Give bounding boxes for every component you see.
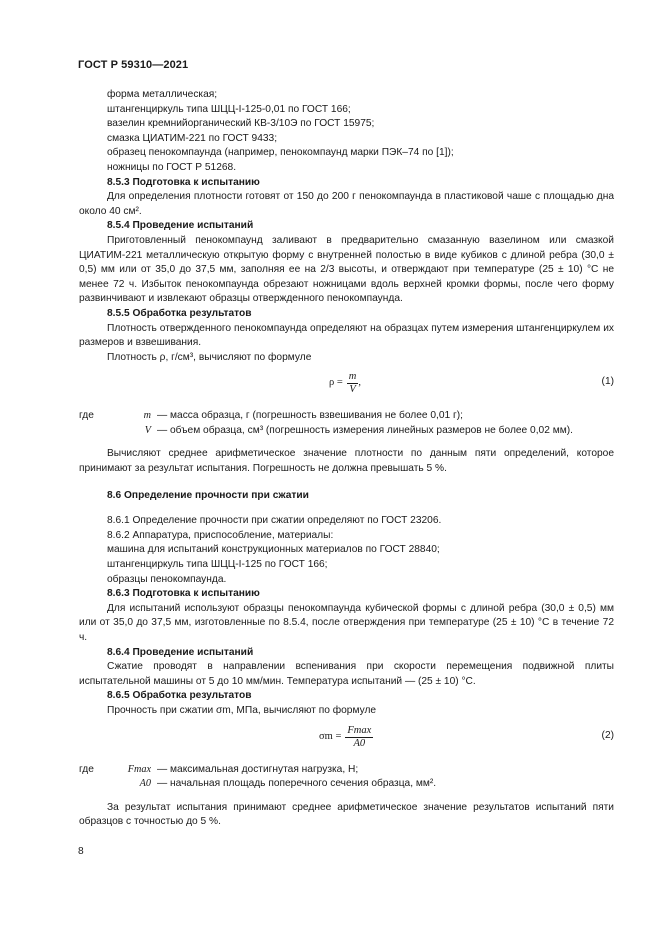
definition-symbol: Fmax (127, 763, 151, 775)
list-item: форма металлическая; (107, 89, 218, 100)
formula-1 (79, 369, 614, 403)
definition-text: — максимальная достигнутая нагрузка, Н; (157, 763, 359, 775)
paragraph: За результат испытания принимают среднее арифметическое значение результатов испытаний пяти образцов с точностью до 5 %. (79, 801, 614, 828)
list-item: 8.6.2 Аппаратура, приспособление, материалы: (107, 529, 334, 541)
definition-symbol: A0 (139, 778, 151, 790)
formula-denominator: A0 (353, 737, 366, 749)
list-item: вазелин кремнийорганический КВ-3/10Э по ГОСТ 15975; (107, 118, 375, 130)
section-heading-865: 8.6.5 Обработка результатов (107, 690, 252, 702)
section-heading-853: 8.5.3 Подготовка к испытанию (107, 176, 260, 188)
paragraph: Вычисляют среднее арифметическое значение плотности по данным пяти определений, которое принимают за результат испытания. Погрешность не должна превышать 5 %. (79, 448, 614, 475)
where-label: где (79, 763, 94, 775)
paragraph: Плотность ρ, г/см³, вычисляют по формуле (107, 351, 312, 363)
formula-denominator: V (349, 384, 356, 396)
formula-fraction (345, 725, 373, 750)
list-item: 8.6.1 Определение прочности при сжатии определяют по ГОСТ 23206. (107, 515, 442, 527)
formula-tail: , (358, 377, 362, 389)
definition-row (79, 777, 614, 792)
list-item: штангенциркуль типа ШЦЦ-I-125 по ГОСТ 166; (107, 559, 328, 571)
paragraph: Для определения плотности готовят от 150 до 200 г пенокомпаунда в пластиковой чаше с площадью дна около 40 см². (79, 191, 614, 217)
where-label (79, 424, 121, 439)
section-heading-864: 8.6.4 Проведение испытаний (107, 646, 254, 658)
section-heading-86: 8.6 Определение прочности при сжатии (107, 489, 309, 501)
definition-row (79, 763, 614, 778)
section-heading-863: 8.6.3 Подготовка к испытанию (107, 588, 260, 600)
definition-row (79, 424, 614, 439)
definition-text: — масса образца, г (погрешность взвешивания не более 0,01 г); (157, 410, 463, 422)
formula-lhs: ρ = (329, 377, 343, 389)
definition-text: — начальная площадь поперечного сечения образца, мм². (157, 778, 437, 790)
list-item: машина для испытаний конструкционных материалов по ГОСТ 28840; (107, 544, 440, 556)
list-item: образцы пенокомпаунда. (107, 573, 227, 585)
definition-row (79, 409, 614, 424)
paragraph: Для испытаний используют образцы пенокомпаунда кубической формы с длиной ребра (30,0 ± 0,5) мм или от 35,0 до 37,5 мм, изготовленные по 8.5.4, после отверждения при температуре (25 ± 10) °С в течение 72 ч. (79, 602, 614, 643)
formula-fraction (347, 371, 362, 396)
document-body (79, 88, 614, 830)
formula-numerator: Fmax (347, 724, 372, 736)
paragraph: Плотность отвержденного пенокомпаунда определяют на образцах путем измерения штангенциркулем их размеров и взвешивания. (79, 322, 614, 349)
list-item: ножницы по ГОСТ Р 51268. (107, 161, 237, 173)
formula-number: (1) (601, 376, 614, 388)
definition-text: — объем образца, см³ (погрешность измерения линейных размеров не более 0,02 мм). (157, 424, 573, 436)
paragraph: Прочность при сжатии σm, МПа, вычисляют по формуле (107, 704, 377, 716)
formula-numerator: m (348, 371, 357, 383)
formula-lhs: σm = (319, 730, 342, 742)
paragraph: Приготовленный пенокомпаунд заливают в предварительно смазанную вазелином или смазкой ЦИАТИМ-221 металлическую открытую форму с внутренней полостью в виде кубиков с длиной ребра (30,0 ± 0,5) мм или от 35,0 до 37,5 мм, заполняя ее на 2/3 высоты, и отверждают при температуре (25 ± 10) °С не менее 72 ч. Избыток пенокомпаунда обрезают ножницами вдоль верхней кромки формы, после чего форму развинчивают и извлекают образцы отвержденного пенокомпаунда. (79, 234, 614, 305)
list-item: смазка ЦИАТИМ-221 по ГОСТ 9433; (107, 132, 278, 144)
list-item: образец пенокомпаунда (например, пенокомпаунд марки ПЭК–74 по [1]); (107, 147, 454, 159)
page-number: 8 (78, 846, 84, 857)
section-heading-854: 8.5.4 Проведение испытаний (107, 220, 254, 232)
where-label: где (79, 410, 94, 422)
document-header: ГОСТ Р 59310—2021 (78, 59, 189, 71)
where-label (79, 777, 101, 792)
formula-2 (79, 723, 614, 757)
definition-symbol: m (143, 410, 151, 422)
section-heading-855: 8.5.5 Обработка результатов (107, 307, 252, 319)
formula-number: (2) (601, 729, 614, 741)
paragraph: Сжатие проводят в направлении вспенивания при скорости перемещения подвижной плиты испытательной машины от 5 до 10 мм/мин. Температура испытаний — (25 ± 10) °С. (79, 661, 614, 687)
definition-symbol: V (144, 424, 151, 436)
list-item: штангенциркуль типа ШЦЦ-I-125-0,01 по ГОСТ 166; (107, 103, 351, 115)
